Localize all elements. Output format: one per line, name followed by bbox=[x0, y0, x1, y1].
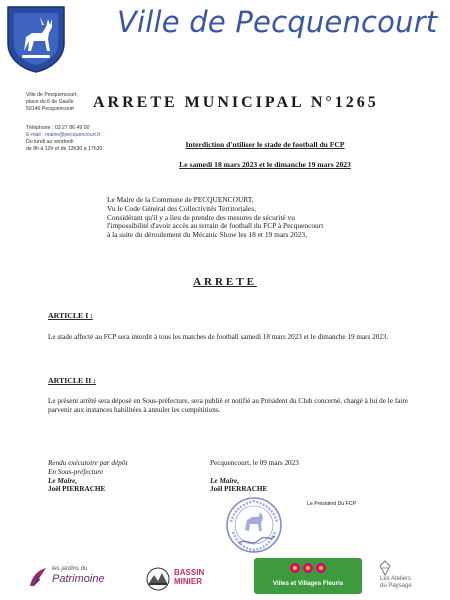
preamble-line: Le Maire de la Commune de PECQUENCOURT, bbox=[107, 195, 254, 204]
decree-title: ARRETE MUNICIPAL N°1265 bbox=[93, 94, 379, 111]
preamble-line: Vu le Code Général des Collectivités Territoriales, bbox=[107, 203, 256, 213]
signature-right bbox=[210, 459, 299, 494]
decree-subject: Interdiction d'utiliser le stade de football du FCP bbox=[185, 140, 345, 149]
bassin-minier-logo bbox=[146, 566, 216, 594]
article-1-title: ARTICLE I : bbox=[48, 311, 93, 320]
bassin-line2: MINIER bbox=[174, 577, 202, 586]
patrimoine-line1: les jardins du bbox=[52, 566, 88, 572]
jardins-patrimoine-logo bbox=[28, 564, 128, 594]
contact-hours: de 8h à 12h et de 13h30 à 17h30 bbox=[26, 146, 103, 152]
contact-line: place du 6 de Gaulle bbox=[26, 99, 74, 105]
contact-phone: Téléphone : 03 27 86 49 00 bbox=[26, 125, 90, 131]
article-1-text: Le stade affecté au FCP sera interdit à tous les matches de football samedi 18 mars 2023 et le dimanche 19 mars 2023. bbox=[48, 333, 389, 341]
mayor-name: Joël PIERRACHE bbox=[48, 485, 106, 494]
preamble bbox=[107, 196, 407, 240]
decree-dates: Le samedi 18 mars 2023 et le dimanche 19 mars 2023 bbox=[179, 160, 351, 169]
city-name-heading: Ville de Pecquencourt bbox=[117, 5, 438, 39]
villes-fleuris-logo bbox=[254, 558, 362, 594]
mayor-role: Le Maire, bbox=[210, 476, 240, 485]
contact-line: Ville de Pecquencourt, bbox=[26, 92, 78, 98]
contact-hours: Du lundi au vendredi bbox=[26, 139, 74, 145]
paysage-line1: Les Ateliers bbox=[380, 576, 412, 582]
article-2-title: ARTICLE II : bbox=[48, 376, 96, 385]
preamble-line: à la suite du déroulement du Mécanic Show les 18 et 19 mars 2023, bbox=[107, 230, 307, 240]
ateliers-paysage-logo bbox=[378, 560, 446, 596]
preamble-line: Considérant qu'il y a lieu de prendre des mesures de sécurité vu bbox=[107, 212, 295, 222]
villes-fleuris-label: Villes et Villages Fleuris bbox=[272, 580, 344, 587]
city-crest-logo bbox=[4, 5, 68, 73]
signature-left bbox=[48, 459, 127, 494]
bassin-line1: BASSIN bbox=[174, 568, 205, 577]
place-date: Pecquencourt, le 09 mars 2023 bbox=[210, 459, 299, 467]
deposit-line: En Sous-préfecture bbox=[48, 467, 104, 476]
mayor-name: Joël PIERRACHE bbox=[210, 485, 268, 494]
article-2-text: Le présent arrêté sera déposé en Sous-préfecture, sera publié et notifié au Président du Club concerné, chargé à lui de le faire parvenir aux instances habilitées à annuler les compétitions. bbox=[48, 397, 408, 415]
mayor-role: Le Maire, bbox=[48, 476, 78, 485]
official-stamp bbox=[225, 496, 283, 554]
deposit-line: Rendu exécutoire par dépôt bbox=[48, 459, 128, 467]
arrete-heading: ARRETE bbox=[193, 276, 257, 288]
contact-line: 59146 Pecquencourt bbox=[26, 106, 74, 112]
president-note: Le Président Du FCP bbox=[307, 501, 357, 507]
preamble-line: l'impossibilité d'avoir accès au terrain de football du FCP à Pecquencourt bbox=[107, 221, 324, 231]
paysage-line2: du Paysage bbox=[380, 583, 412, 589]
patrimoine-line2: Patrimoine bbox=[52, 573, 105, 585]
contact-email[interactable]: E-mail : mairie@pecquencourt.fr bbox=[26, 132, 101, 138]
